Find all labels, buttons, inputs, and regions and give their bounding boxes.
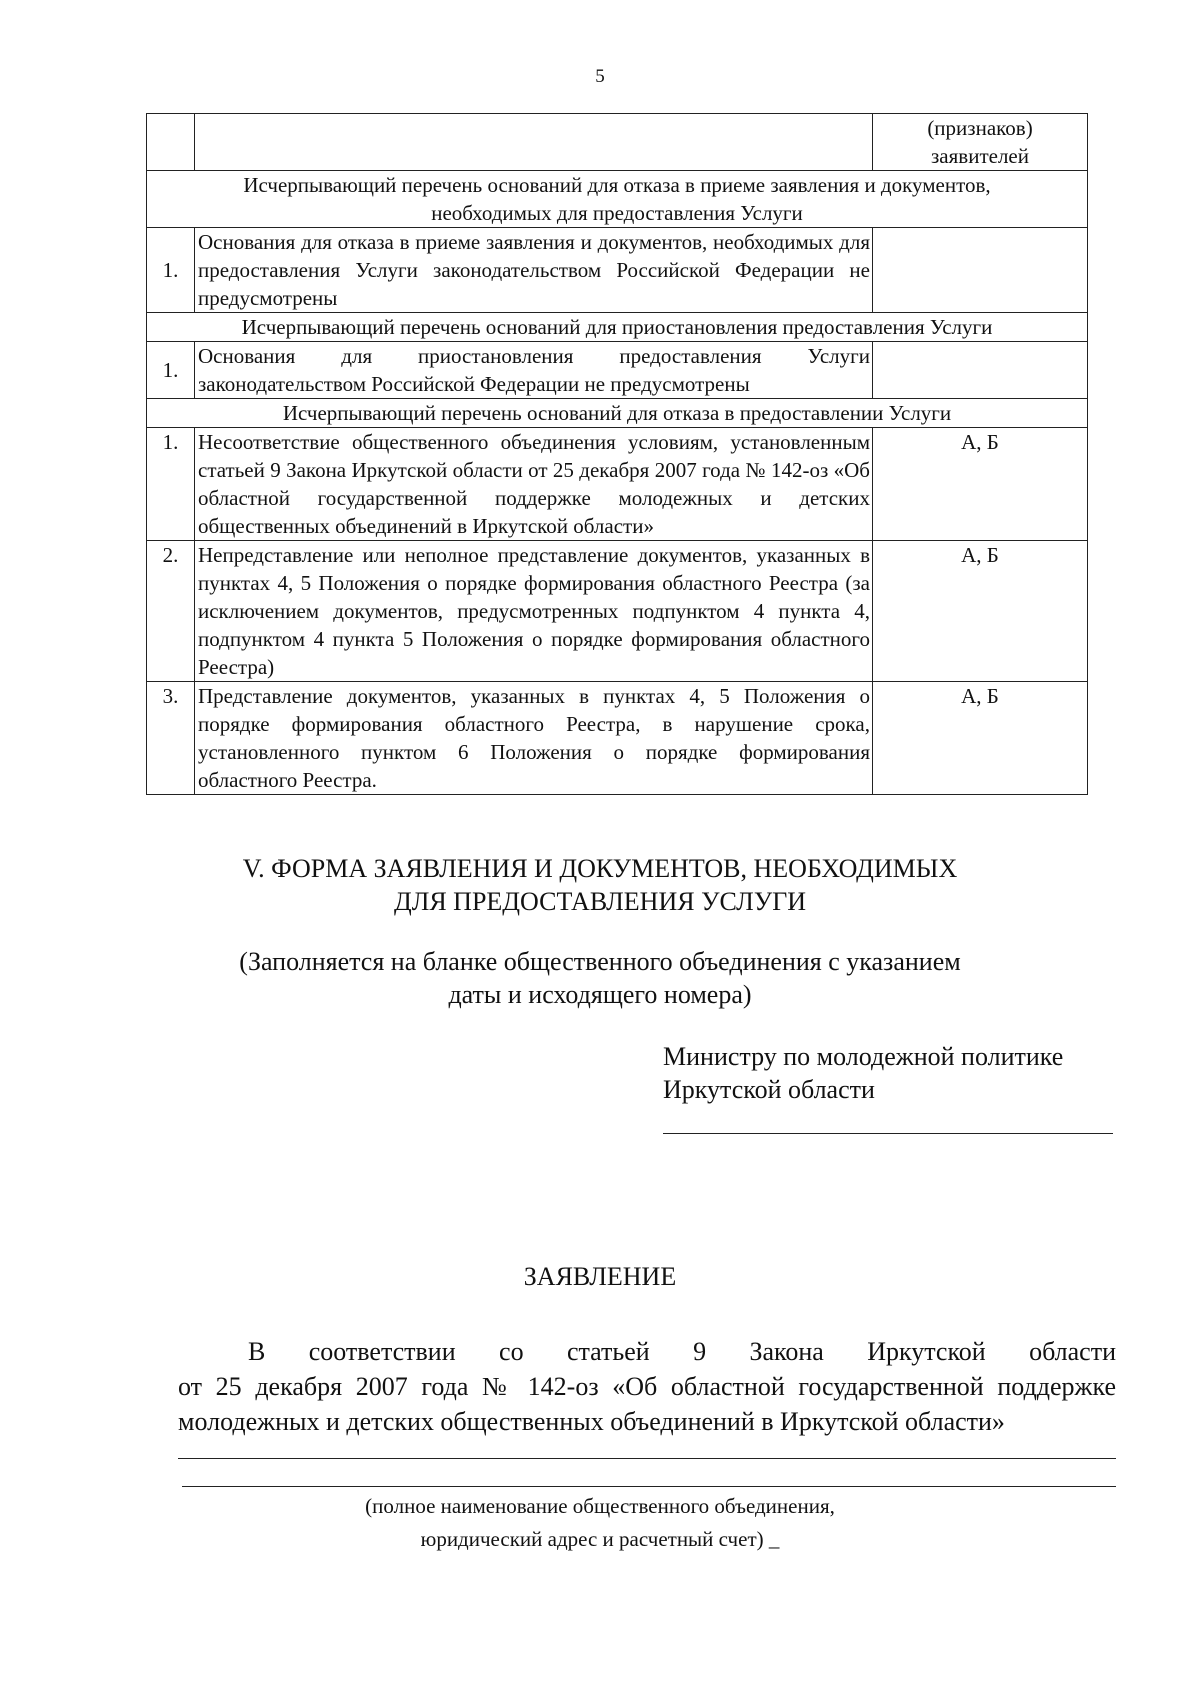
addressee-line: Иркутской области	[663, 1075, 875, 1104]
organization-fill-line[interactable]	[182, 1486, 1116, 1487]
addressee-block	[663, 1040, 1063, 1106]
form-note-line: даты и исходящего номера)	[448, 980, 752, 1009]
caption-line: (полное наименование общественного объединения,	[365, 1494, 835, 1518]
category-header-cell	[873, 114, 1088, 171]
form-section-title	[0, 852, 1200, 918]
table-row	[147, 228, 1088, 313]
row-number: 2.	[147, 541, 195, 682]
form-title-line: V. ФОРМА ЗАЯВЛЕНИЯ И ДОКУМЕНТОВ, НЕОБХОДИМЫХ	[242, 854, 958, 883]
statement-paragraph	[178, 1334, 1116, 1439]
row-category: А, Б	[873, 428, 1088, 541]
row-category	[873, 342, 1088, 399]
row-category: А, Б	[873, 541, 1088, 682]
addressee-line: Министру по молодежной политике	[663, 1042, 1064, 1071]
form-note-line: (Заполняется на бланке общественного объединения с указанием	[239, 947, 961, 976]
addressee-fill-line[interactable]	[663, 1133, 1113, 1134]
row-text: Основания для отказа в приеме заявления и документов, необходимых для предоставления Услуги законодательством Российской Федерации не предусмотрены	[195, 228, 873, 313]
section-title-row	[147, 399, 1088, 428]
form-title-line: ДЛЯ ПРЕДОСТАВЛЕНИЯ УСЛУГИ	[393, 887, 807, 916]
statement-rest: от 25 декабря 2007 года № 142-оз «Об областной государственной поддержке молодежных и детских общественных объединений в Иркутской области»	[178, 1372, 1116, 1436]
section-title-line: Исчерпывающий перечень оснований для отказа в предоставлении Услуги	[282, 401, 952, 425]
section-title	[147, 313, 1088, 342]
form-note	[0, 945, 1200, 1011]
row-text: Основания для приостановления предоставления Услуги законодательством Российской Федерации не предусмотрены	[195, 342, 873, 399]
table-header-continuation-row	[147, 114, 1088, 171]
row-text: Несоответствие общественного объединения условиям, установленным статьей 9 Закона Иркутской области от 25 декабря 2007 года № 142-оз «Об областной государственной поддержке молодежных и детских общественных объединений в Иркутской области»	[195, 428, 873, 541]
section-title-line: Исчерпывающий перечень оснований для приостановления предоставления Услуги	[241, 315, 993, 339]
row-text: Представление документов, указанных в пунктах 4, 5 Положения о порядке формирования областного Реестра, в нарушение срока, установленного пунктом 6 Положения о порядке формирования областного Реестра.	[195, 682, 873, 795]
table-row	[147, 541, 1088, 682]
section-title	[147, 171, 1088, 228]
table-row	[147, 682, 1088, 795]
section-title-row	[147, 313, 1088, 342]
row-category: А, Б	[873, 682, 1088, 795]
row-number: 1.	[147, 228, 195, 313]
page-number: 5	[595, 66, 605, 87]
section-title-row	[147, 171, 1088, 228]
category-header-line: заявителей	[931, 144, 1029, 168]
row-number: 1.	[147, 428, 195, 541]
row-number: 1.	[147, 342, 195, 399]
statement-title: ЗАЯВЛЕНИЕ	[523, 1262, 677, 1291]
fill-line-caption	[0, 1490, 1200, 1556]
section-title-line: необходимых для предоставления Услуги	[431, 201, 803, 225]
section-title-line: Исчерпывающий перечень оснований для отказа в приеме заявления и документов,	[243, 173, 991, 197]
grounds-table	[146, 113, 1088, 795]
caption-line: юридический адрес и расчетный счет) _	[420, 1527, 780, 1551]
section-title	[147, 399, 1088, 428]
row-text: Непредставление или неполное представление документов, указанных в пунктах 4, 5 Положения о порядке формирования областного Реестра (за исключением документов, предусмотренных подпунктом 4 пункта 4, подпунктом 4 пункта 5 Положения о порядке формирования областного Реестра)	[195, 541, 873, 682]
organization-fill-line[interactable]	[178, 1458, 1116, 1459]
table-row	[147, 428, 1088, 541]
row-category	[873, 228, 1088, 313]
category-header-line: (признаков)	[927, 116, 1033, 140]
statement-first-line: В соответствии со статьей 9 Закона Иркутской области	[248, 1337, 1116, 1366]
table-row	[147, 342, 1088, 399]
row-number: 3.	[147, 682, 195, 795]
